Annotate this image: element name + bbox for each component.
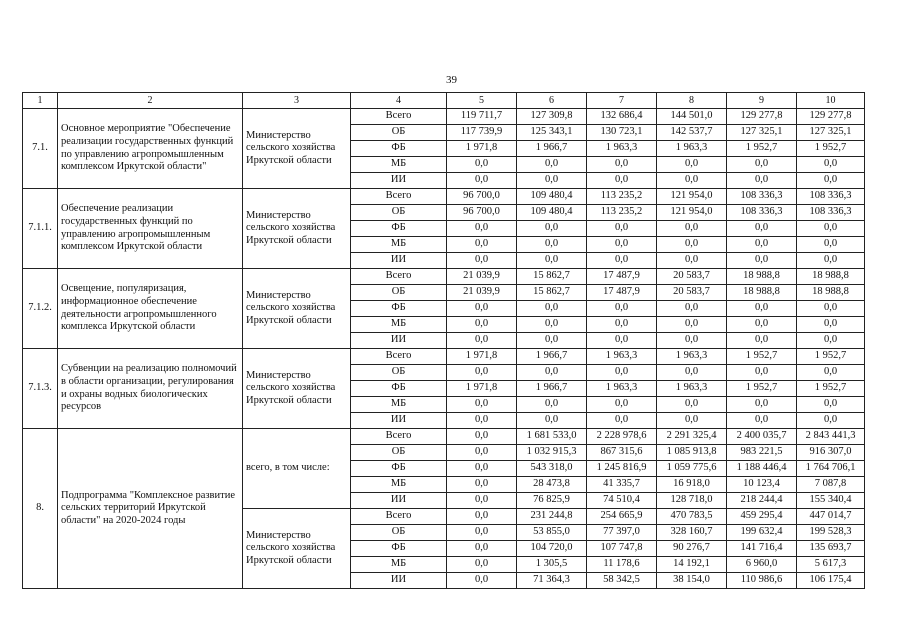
value-cell: 199 632,4 <box>727 525 797 541</box>
row-number: 7.1.1. <box>23 189 58 269</box>
value-cell: 0,0 <box>797 253 865 269</box>
value-cell: 0,0 <box>447 477 517 493</box>
value-cell: 1 963,3 <box>587 381 657 397</box>
header-row <box>23 93 865 109</box>
value-cell: 96 700,0 <box>447 189 517 205</box>
value-cell: 6 960,0 <box>727 557 797 573</box>
value-cell: 0,0 <box>797 221 865 237</box>
value-cell: 108 336,3 <box>727 205 797 221</box>
value-cell: 0,0 <box>587 157 657 173</box>
funding-source: ФБ <box>351 381 447 397</box>
value-cell: 0,0 <box>517 397 587 413</box>
value-cell: 0,0 <box>447 525 517 541</box>
value-cell: 127 309,8 <box>517 109 587 125</box>
value-cell: 5 617,3 <box>797 557 865 573</box>
value-cell: 0,0 <box>657 173 727 189</box>
funding-source: ИИ <box>351 253 447 269</box>
funding-source: ФБ <box>351 461 447 477</box>
value-cell: 0,0 <box>447 333 517 349</box>
value-cell: 1 963,3 <box>657 141 727 157</box>
funding-source: Всего <box>351 269 447 285</box>
value-cell: 127 325,1 <box>797 125 865 141</box>
value-cell: 0,0 <box>727 173 797 189</box>
value-cell: 0,0 <box>657 301 727 317</box>
value-cell: 0,0 <box>727 221 797 237</box>
value-cell: 0,0 <box>447 237 517 253</box>
value-cell: 1 681 533,0 <box>517 429 587 445</box>
value-cell: 142 537,7 <box>657 125 727 141</box>
value-cell: 218 244,4 <box>727 493 797 509</box>
value-cell: 130 723,1 <box>587 125 657 141</box>
value-cell: 231 244,8 <box>517 509 587 525</box>
executor: Министерство сельского хозяйства Иркутской области <box>243 349 351 429</box>
value-cell: 0,0 <box>447 493 517 509</box>
value-cell: 155 340,4 <box>797 493 865 509</box>
funding-source: ОБ <box>351 125 447 141</box>
value-cell: 0,0 <box>447 413 517 429</box>
value-cell: 0,0 <box>447 157 517 173</box>
value-cell: 0,0 <box>517 157 587 173</box>
value-cell: 1 952,7 <box>797 141 865 157</box>
value-cell: 0,0 <box>657 333 727 349</box>
value-cell: 1 952,7 <box>727 381 797 397</box>
value-cell: 10 123,4 <box>727 477 797 493</box>
value-cell: 0,0 <box>797 173 865 189</box>
value-cell: 141 716,4 <box>727 541 797 557</box>
funding-source: МБ <box>351 157 447 173</box>
table-row <box>23 189 865 205</box>
funding-source: ИИ <box>351 413 447 429</box>
value-cell: 18 988,8 <box>727 269 797 285</box>
value-cell: 20 583,7 <box>657 285 727 301</box>
column-header: 6 <box>517 93 587 109</box>
value-cell: 0,0 <box>587 253 657 269</box>
value-cell: 1 971,8 <box>447 141 517 157</box>
value-cell: 447 014,7 <box>797 509 865 525</box>
value-cell: 127 325,1 <box>727 125 797 141</box>
value-cell: 1 963,3 <box>657 381 727 397</box>
funding-source: ОБ <box>351 525 447 541</box>
funding-source: ФБ <box>351 301 447 317</box>
value-cell: 16 918,0 <box>657 477 727 493</box>
executor: Министерство сельского хозяйства Иркутской области <box>243 269 351 349</box>
budget-table <box>22 92 865 589</box>
value-cell: 0,0 <box>517 237 587 253</box>
value-cell: 0,0 <box>517 317 587 333</box>
column-header: 2 <box>58 93 243 109</box>
measure-name: Субвенции на реализацию полномочий в области организации, регулирования и охраны водных биологических ресурсов <box>58 349 243 429</box>
value-cell: 76 825,9 <box>517 493 587 509</box>
funding-source: Всего <box>351 349 447 365</box>
value-cell: 2 228 978,6 <box>587 429 657 445</box>
value-cell: 2 291 325,4 <box>657 429 727 445</box>
value-cell: 41 335,7 <box>587 477 657 493</box>
value-cell: 0,0 <box>447 173 517 189</box>
value-cell: 71 364,3 <box>517 573 587 589</box>
row-number: 7.1.3. <box>23 349 58 429</box>
value-cell: 1 032 915,3 <box>517 445 587 461</box>
value-cell: 0,0 <box>657 413 727 429</box>
value-cell: 14 192,1 <box>657 557 727 573</box>
measure-name: Обеспечение реализации государственных функций по управлению агропромышленным комплексом Иркутской области <box>58 189 243 269</box>
table-row <box>23 349 865 365</box>
value-cell: 1 971,8 <box>447 349 517 365</box>
executor: Министерство сельского хозяйства Иркутской области <box>243 189 351 269</box>
value-cell: 0,0 <box>517 253 587 269</box>
value-cell: 254 665,9 <box>587 509 657 525</box>
value-cell: 11 178,6 <box>587 557 657 573</box>
value-cell: 113 235,2 <box>587 205 657 221</box>
funding-source: МБ <box>351 557 447 573</box>
funding-source: ИИ <box>351 573 447 589</box>
funding-source: Всего <box>351 509 447 525</box>
executor: всего, в том числе: <box>243 429 351 509</box>
value-cell: 0,0 <box>797 237 865 253</box>
value-cell: 0,0 <box>657 237 727 253</box>
value-cell: 58 342,5 <box>587 573 657 589</box>
value-cell: 15 862,7 <box>517 269 587 285</box>
value-cell: 7 087,8 <box>797 477 865 493</box>
value-cell: 0,0 <box>657 317 727 333</box>
value-cell: 0,0 <box>657 157 727 173</box>
value-cell: 0,0 <box>447 397 517 413</box>
table-row <box>23 429 865 445</box>
table-row <box>23 269 865 285</box>
value-cell: 0,0 <box>727 333 797 349</box>
value-cell: 0,0 <box>517 301 587 317</box>
column-header: 10 <box>797 93 865 109</box>
value-cell: 1 963,3 <box>587 141 657 157</box>
value-cell: 470 783,5 <box>657 509 727 525</box>
funding-source: ИИ <box>351 333 447 349</box>
value-cell: 1 966,7 <box>517 349 587 365</box>
value-cell: 1 245 816,9 <box>587 461 657 477</box>
page-number: 39 <box>446 74 457 86</box>
value-cell: 0,0 <box>517 365 587 381</box>
funding-source: МБ <box>351 317 447 333</box>
value-cell: 2 843 441,3 <box>797 429 865 445</box>
value-cell: 0,0 <box>517 173 587 189</box>
funding-source: Всего <box>351 429 447 445</box>
column-header: 7 <box>587 93 657 109</box>
value-cell: 0,0 <box>727 413 797 429</box>
value-cell: 38 154,0 <box>657 573 727 589</box>
value-cell: 0,0 <box>797 413 865 429</box>
value-cell: 90 276,7 <box>657 541 727 557</box>
value-cell: 77 397,0 <box>587 525 657 541</box>
value-cell: 113 235,2 <box>587 189 657 205</box>
column-header: 5 <box>447 93 517 109</box>
funding-source: ОБ <box>351 205 447 221</box>
value-cell: 20 583,7 <box>657 269 727 285</box>
value-cell: 21 039,9 <box>447 269 517 285</box>
executor: Министерство сельского хозяйства Иркутской области <box>243 109 351 189</box>
value-cell: 144 501,0 <box>657 109 727 125</box>
value-cell: 0,0 <box>727 253 797 269</box>
value-cell: 128 718,0 <box>657 493 727 509</box>
funding-source: ОБ <box>351 365 447 381</box>
funding-source: ИИ <box>351 493 447 509</box>
value-cell: 18 988,8 <box>727 285 797 301</box>
value-cell: 0,0 <box>447 509 517 525</box>
value-cell: 17 487,9 <box>587 269 657 285</box>
value-cell: 129 277,8 <box>797 109 865 125</box>
column-header: 8 <box>657 93 727 109</box>
funding-source: ФБ <box>351 141 447 157</box>
funding-source: МБ <box>351 397 447 413</box>
value-cell: 1 952,7 <box>797 381 865 397</box>
value-cell: 1 966,7 <box>517 381 587 397</box>
value-cell: 0,0 <box>447 445 517 461</box>
value-cell: 1 952,7 <box>727 141 797 157</box>
column-header: 3 <box>243 93 351 109</box>
measure-name: Подпрограмма "Комплексное развитие сельских территорий Иркутской области" на 2020-2024 годы <box>58 429 243 589</box>
value-cell: 0,0 <box>447 221 517 237</box>
value-cell: 0,0 <box>447 365 517 381</box>
value-cell: 132 686,4 <box>587 109 657 125</box>
value-cell: 28 473,8 <box>517 477 587 493</box>
funding-source: ОБ <box>351 285 447 301</box>
value-cell: 0,0 <box>587 173 657 189</box>
value-cell: 108 336,3 <box>797 189 865 205</box>
value-cell: 0,0 <box>797 365 865 381</box>
value-cell: 0,0 <box>447 461 517 477</box>
value-cell: 0,0 <box>517 221 587 237</box>
value-cell: 0,0 <box>797 157 865 173</box>
value-cell: 21 039,9 <box>447 285 517 301</box>
value-cell: 1 952,7 <box>797 349 865 365</box>
value-cell: 1 188 446,4 <box>727 461 797 477</box>
value-cell: 96 700,0 <box>447 205 517 221</box>
column-header: 9 <box>727 93 797 109</box>
funding-source: Всего <box>351 109 447 125</box>
value-cell: 0,0 <box>587 221 657 237</box>
value-cell: 0,0 <box>587 333 657 349</box>
value-cell: 0,0 <box>727 365 797 381</box>
measure-name: Освещение, популяризация, информационное обеспечение деятельности агропромышленного комплекса Иркутской области <box>58 269 243 349</box>
value-cell: 1 966,7 <box>517 141 587 157</box>
value-cell: 1 963,3 <box>587 349 657 365</box>
value-cell: 459 295,4 <box>727 509 797 525</box>
value-cell: 0,0 <box>587 317 657 333</box>
measure-name: Основное мероприятие "Обеспечение реализации государственных функций по управлению агропромышленным комплексом Иркутской области" <box>58 109 243 189</box>
value-cell: 0,0 <box>797 397 865 413</box>
funding-source: ИИ <box>351 173 447 189</box>
value-cell: 0,0 <box>797 317 865 333</box>
value-cell: 543 318,0 <box>517 461 587 477</box>
value-cell: 121 954,0 <box>657 189 727 205</box>
value-cell: 0,0 <box>517 333 587 349</box>
executor: Министерство сельского хозяйства Иркутской области <box>243 509 351 589</box>
value-cell: 0,0 <box>727 317 797 333</box>
value-cell: 129 277,8 <box>727 109 797 125</box>
funding-source: МБ <box>351 237 447 253</box>
row-number: 8. <box>23 429 58 589</box>
value-cell: 15 862,7 <box>517 285 587 301</box>
value-cell: 0,0 <box>447 557 517 573</box>
row-number: 7.1. <box>23 109 58 189</box>
funding-source: МБ <box>351 477 447 493</box>
value-cell: 1 963,3 <box>657 349 727 365</box>
value-cell: 0,0 <box>657 365 727 381</box>
value-cell: 916 307,0 <box>797 445 865 461</box>
value-cell: 74 510,4 <box>587 493 657 509</box>
value-cell: 0,0 <box>727 237 797 253</box>
value-cell: 18 988,8 <box>797 269 865 285</box>
funding-source: Всего <box>351 189 447 205</box>
value-cell: 104 720,0 <box>517 541 587 557</box>
value-cell: 109 480,4 <box>517 205 587 221</box>
funding-source: ФБ <box>351 541 447 557</box>
table-body <box>23 93 865 589</box>
column-header: 4 <box>351 93 447 109</box>
value-cell: 135 693,7 <box>797 541 865 557</box>
value-cell: 0,0 <box>797 333 865 349</box>
value-cell: 0,0 <box>447 573 517 589</box>
value-cell: 0,0 <box>517 413 587 429</box>
value-cell: 199 528,3 <box>797 525 865 541</box>
value-cell: 119 711,7 <box>447 109 517 125</box>
value-cell: 0,0 <box>727 301 797 317</box>
row-number: 7.1.2. <box>23 269 58 349</box>
value-cell: 108 336,3 <box>727 189 797 205</box>
value-cell: 53 855,0 <box>517 525 587 541</box>
value-cell: 0,0 <box>587 237 657 253</box>
value-cell: 1 952,7 <box>727 349 797 365</box>
value-cell: 328 160,7 <box>657 525 727 541</box>
value-cell: 0,0 <box>727 397 797 413</box>
value-cell: 0,0 <box>447 253 517 269</box>
value-cell: 121 954,0 <box>657 205 727 221</box>
value-cell: 0,0 <box>797 301 865 317</box>
value-cell: 117 739,9 <box>447 125 517 141</box>
value-cell: 125 343,1 <box>517 125 587 141</box>
value-cell: 1 764 706,1 <box>797 461 865 477</box>
column-header: 1 <box>23 93 58 109</box>
value-cell: 108 336,3 <box>797 205 865 221</box>
funding-source: ОБ <box>351 445 447 461</box>
value-cell: 109 480,4 <box>517 189 587 205</box>
value-cell: 2 400 035,7 <box>727 429 797 445</box>
value-cell: 0,0 <box>587 365 657 381</box>
value-cell: 0,0 <box>587 397 657 413</box>
table-row <box>23 109 865 125</box>
value-cell: 0,0 <box>447 317 517 333</box>
value-cell: 107 747,8 <box>587 541 657 557</box>
value-cell: 1 305,5 <box>517 557 587 573</box>
value-cell: 983 221,5 <box>727 445 797 461</box>
value-cell: 0,0 <box>657 397 727 413</box>
value-cell: 0,0 <box>447 429 517 445</box>
value-cell: 0,0 <box>447 541 517 557</box>
value-cell: 18 988,8 <box>797 285 865 301</box>
value-cell: 1 085 913,8 <box>657 445 727 461</box>
value-cell: 0,0 <box>727 157 797 173</box>
value-cell: 17 487,9 <box>587 285 657 301</box>
value-cell: 0,0 <box>657 253 727 269</box>
value-cell: 106 175,4 <box>797 573 865 589</box>
value-cell: 1 971,8 <box>447 381 517 397</box>
funding-source: ФБ <box>351 221 447 237</box>
value-cell: 0,0 <box>587 413 657 429</box>
value-cell: 1 059 775,6 <box>657 461 727 477</box>
value-cell: 867 315,6 <box>587 445 657 461</box>
value-cell: 0,0 <box>587 301 657 317</box>
value-cell: 0,0 <box>657 221 727 237</box>
value-cell: 0,0 <box>447 301 517 317</box>
value-cell: 110 986,6 <box>727 573 797 589</box>
